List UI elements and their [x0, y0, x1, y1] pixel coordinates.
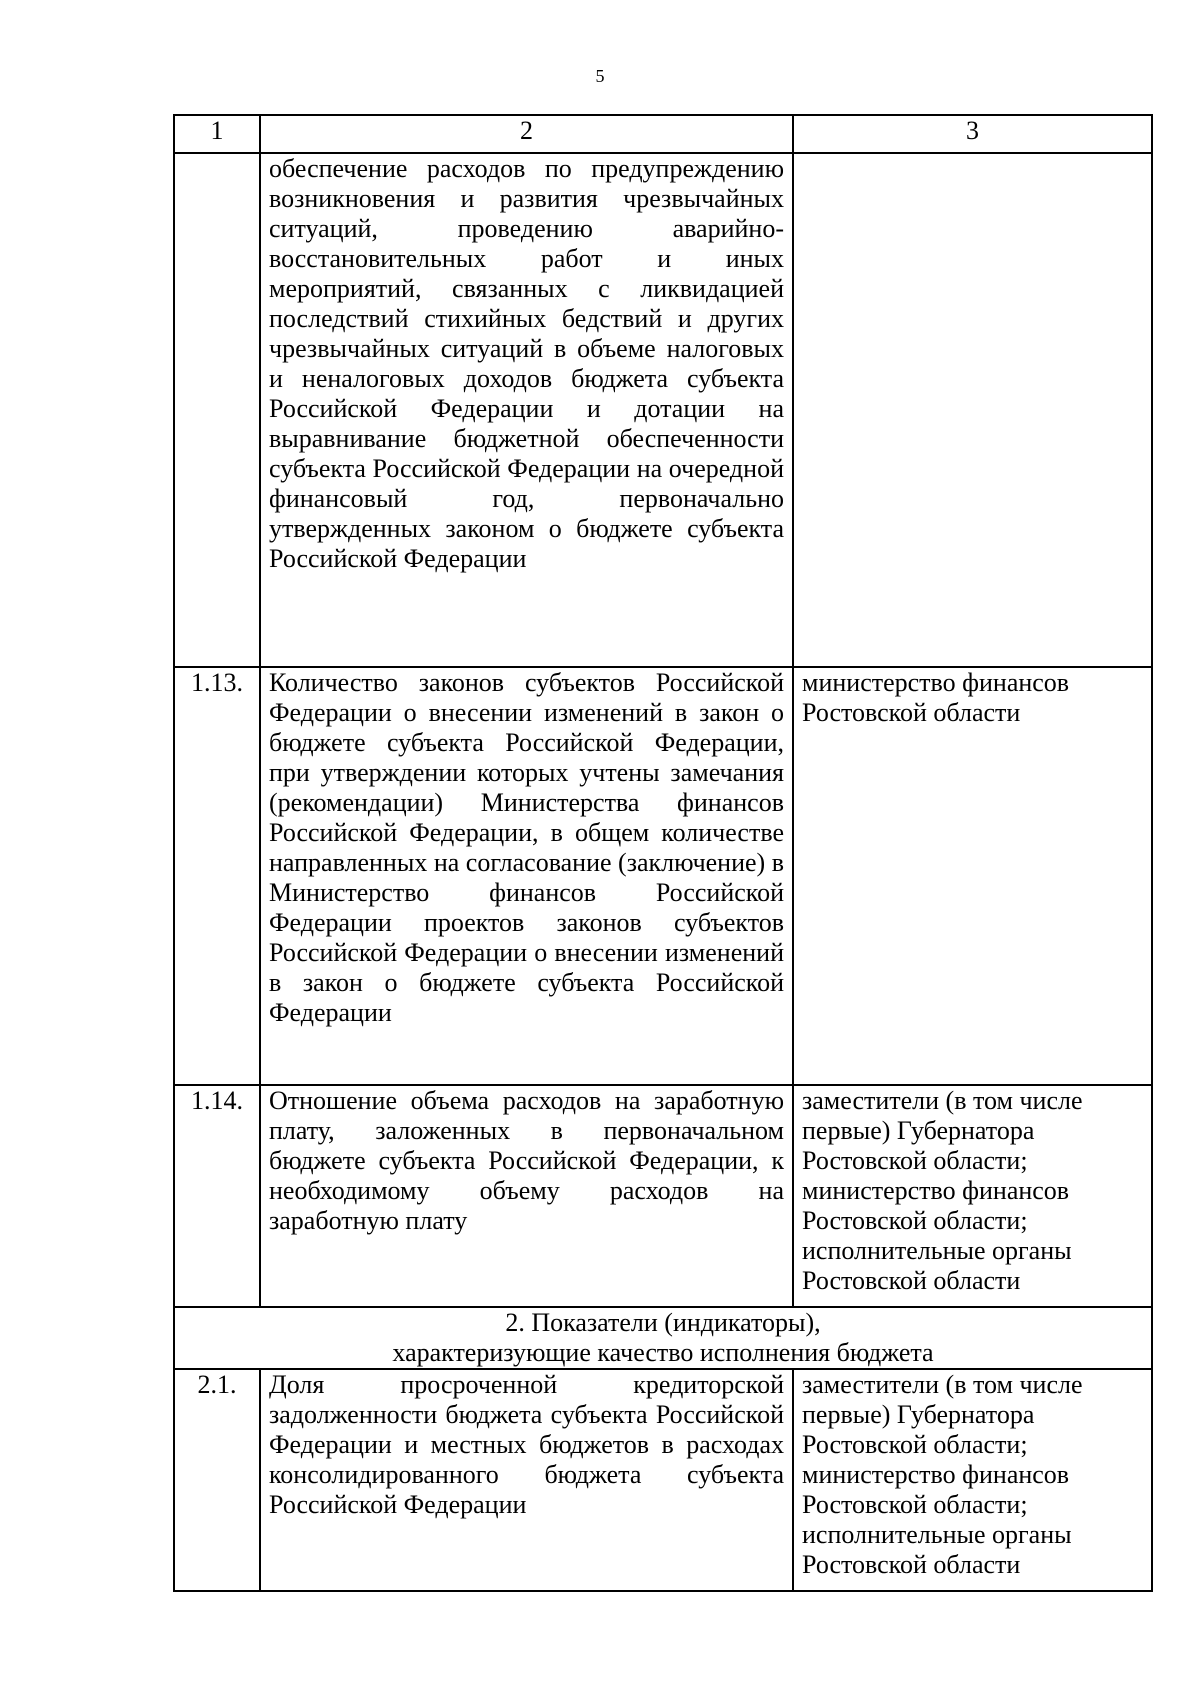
header-cell-1: 1: [174, 115, 260, 153]
responsible-party: заместители (в том числе первые) Губернатора Ростовской области; министерство финансов Ростовской области; исполнительные органы Ростовской области: [793, 1369, 1152, 1591]
indicator-description: обеспечение расходов по предупреждению возникновения и развития чрезвычайных ситуаций, проведению аварийно-восстановительных работ и иных мероприятий, связанных с ликвидацией последствий стихийных бедствий и других чрезвычайных ситуаций в объеме налоговых и неналоговых доходов бюджета субъекта Российской Федерации и дотации на выравнивание бюджетной обеспеченности субъекта Российской Федерации на очередной финансовый год, первоначально утвержденных законом о бюджете субъекта Российской Федерации: [260, 153, 793, 667]
header-cell-2: 2: [260, 115, 793, 153]
header-cell-3: 3: [793, 115, 1152, 153]
section-title: [174, 1307, 1152, 1369]
indicators-table: [173, 114, 1153, 1592]
responsible-party: [793, 153, 1152, 667]
indicator-description: Отношение объема расходов на заработную плату, заложенных в первоначальном бюджете субъекта Российской Федерации, к необходимому объему расходов на заработную плату: [260, 1085, 793, 1307]
responsible-party: заместители (в том числе первые) Губернатора Ростовской области; министерство финансов Ростовской области; исполнительные органы Ростовской области: [793, 1085, 1152, 1307]
table-row: [174, 1085, 1152, 1307]
row-number: 1.13.: [174, 667, 260, 1085]
indicator-description: Количество законов субъектов Российской Федерации о внесении изменений в закон о бюджете субъекта Российской Федерации, при утверждении которых учтены замечания (рекомендации) Министерства финансов Российской Федерации, в общем количестве направленных на согласование (заключение) в Министерство финансов Российской Федерации проектов законов субъектов Российской Федерации о внесении изменений в закон о бюджете субъекта Российской Федерации: [260, 667, 793, 1085]
section-title-line-1: 2. Показатели (индикаторы),: [505, 1308, 821, 1337]
section-title-line-2: характеризующие качество исполнения бюджета: [392, 1338, 934, 1367]
table-header-row: [174, 115, 1152, 153]
indicator-description: Доля просроченной кредиторской задолженности бюджета субъекта Российской Федерации и местных бюджетов в расходах консолидированного бюджета субъекта Российской Федерации: [260, 1369, 793, 1591]
table-row: [174, 667, 1152, 1085]
row-number: 1.14.: [174, 1085, 260, 1307]
row-number: [174, 153, 260, 667]
row-number: 2.1.: [174, 1369, 260, 1591]
section-header-row: [174, 1307, 1152, 1369]
table-row: [174, 153, 1152, 667]
table-row: [174, 1369, 1152, 1591]
responsible-party: министерство финансов Ростовской области: [793, 667, 1152, 1085]
page-number: 5: [595, 66, 605, 86]
